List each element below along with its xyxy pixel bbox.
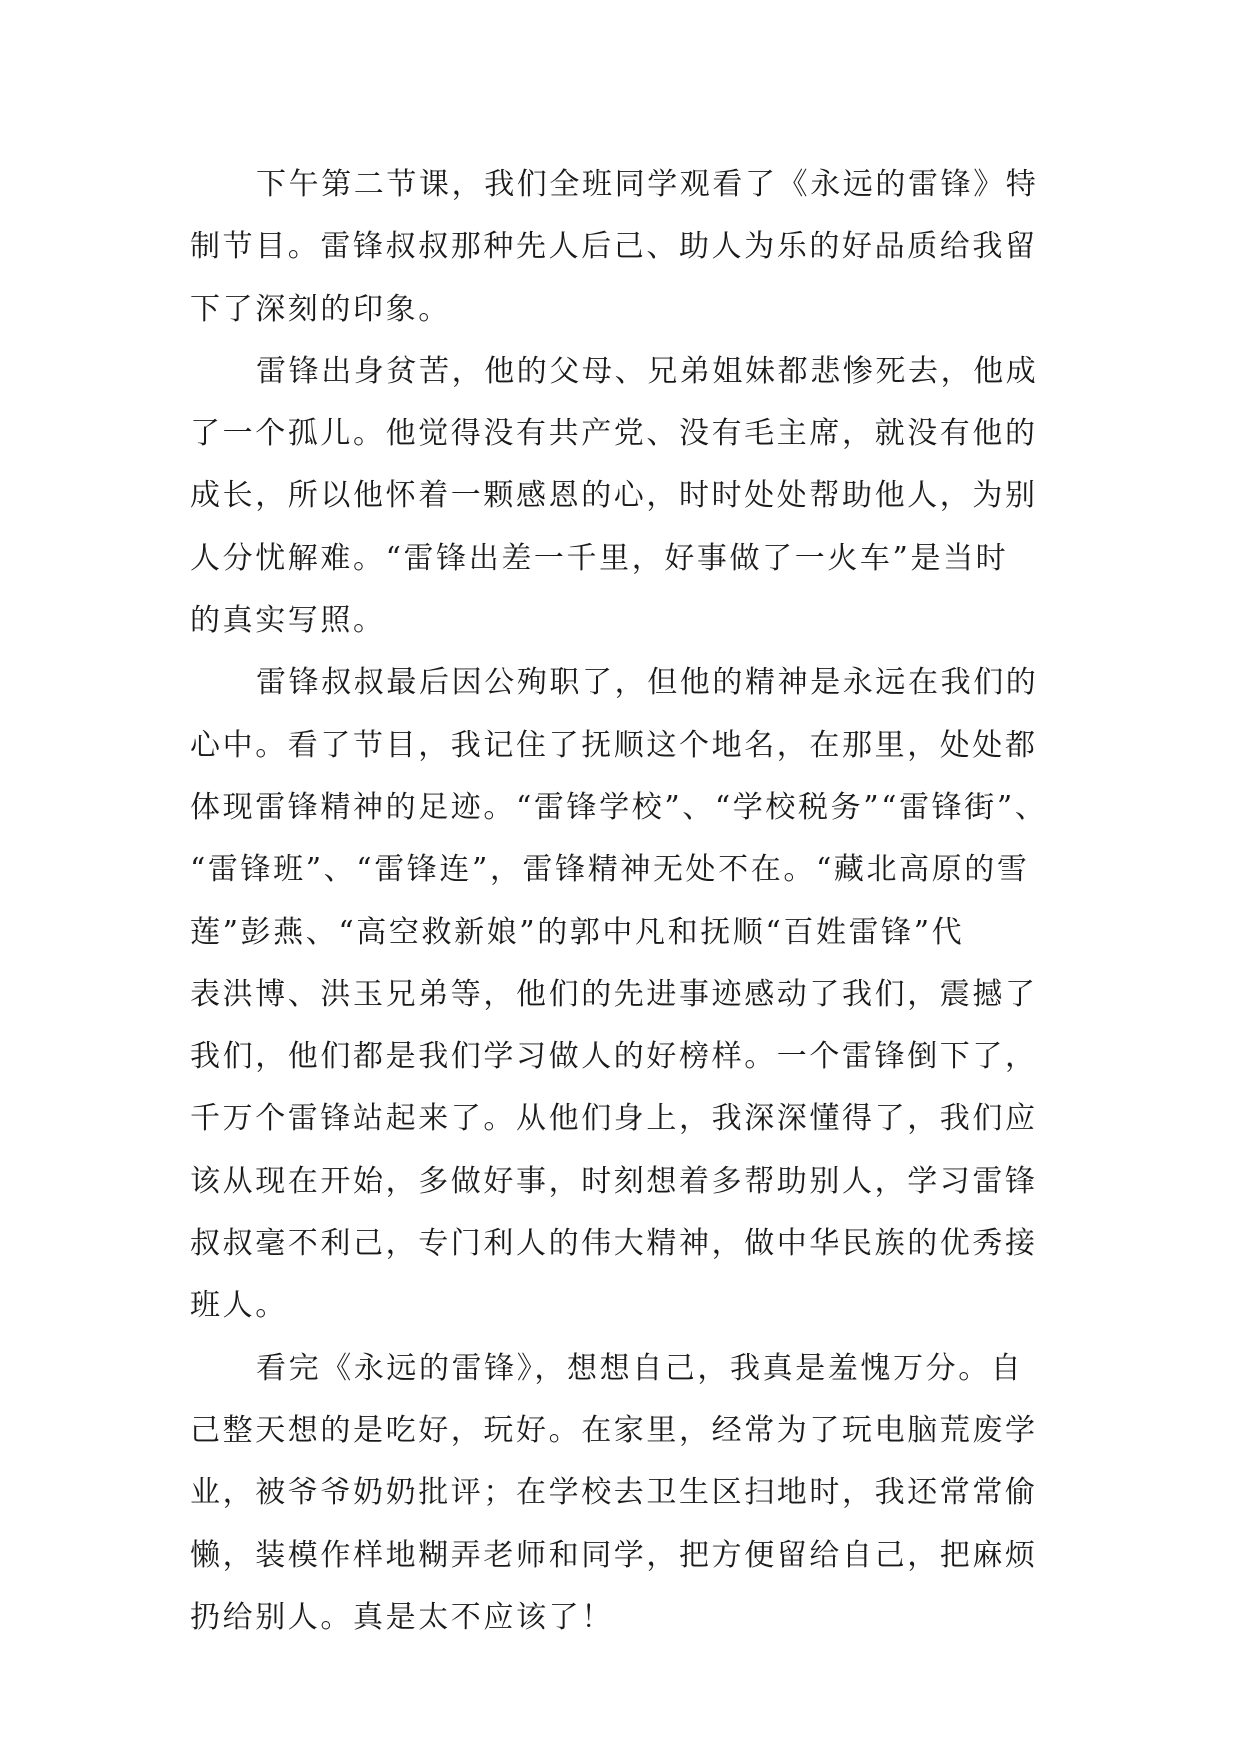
text-line: 制节目。雷锋叔叔那种先人后己、助人为乐的好品质给我留 — [190, 229, 1038, 265]
text-line: 了一个孤儿。他觉得没有共产党、没有毛主席，就没有他的 — [190, 416, 1038, 452]
text-line: 业，被爷爷奶奶批评；在学校去卫生区扫地时，我还常常偷 — [190, 1475, 1038, 1511]
text-line: 下了深刻的印象。 — [190, 291, 451, 327]
text-line: “雷锋班”、“雷锋连”，雷锋精神无处不在。“藏北高原的雪 — [190, 852, 1030, 888]
text-line: 雷锋叔叔最后因公殉职了，但他的精神是永远在我们的 — [256, 665, 1039, 701]
text-line: 莲”彭燕、“高空救新娘”的郭中凡和抚顺“百姓雷锋”代 — [190, 914, 965, 950]
text-line: 心中。看了节目，我记住了抚顺这个地名，在那里，处处都 — [190, 727, 1038, 763]
text-line: 该从现在开始，多做好事，时刻想着多帮助别人，学习雷锋 — [190, 1163, 1038, 1199]
text-line: 成长，所以他怀着一颗感恩的心，时时处处帮助他人，为别 — [190, 478, 1038, 514]
paragraph — [190, 1338, 1090, 1649]
text-line: 我们，他们都是我们学习做人的好榜样。一个雷锋倒下了， — [190, 1039, 1038, 1075]
text-line: 懒，装模作样地糊弄老师和同学，把方便留给自己，把麻烦 — [190, 1537, 1038, 1573]
paragraph — [190, 154, 1090, 341]
text-line: 体现雷锋精神的足迹。“雷锋学校”、“学校税务”“雷锋街”、 — [190, 789, 1048, 825]
text-line: 看完《永远的雷锋》，想想自己，我真是羞愧万分。自 — [256, 1350, 1024, 1386]
text-line: 千万个雷锋站起来了。从他们身上，我深深懂得了，我们应 — [190, 1101, 1038, 1137]
text-line: 叔叔毫不利己，专门利人的伟大精神，做中华民族的优秀接 — [190, 1226, 1038, 1262]
text-line: 己整天想的是吃好，玩好。在家里，经常为了玩电脑荒废学 — [190, 1412, 1038, 1448]
paragraph — [190, 652, 1090, 1337]
text-line: 扔给别人。真是太不应该了！ — [190, 1599, 614, 1635]
text-line: 雷锋出身贫苦，他的父母、兄弟姐妹都悲惨死去，他成 — [256, 353, 1039, 389]
text-line: 人分忧解难。“雷锋出差一千里，好事做了一火车”是当时 — [190, 540, 1009, 576]
text-line: 的真实写照。 — [190, 603, 386, 639]
paragraph — [190, 341, 1090, 652]
text-line: 表洪博、洪玉兄弟等，他们的先进事迹感动了我们，震撼了 — [190, 976, 1038, 1012]
text-line: 班人。 — [190, 1288, 288, 1324]
text-line: 下午第二节课，我们全班同学观看了《永远的雷锋》特 — [256, 167, 1039, 202]
document-body — [190, 154, 1090, 1649]
